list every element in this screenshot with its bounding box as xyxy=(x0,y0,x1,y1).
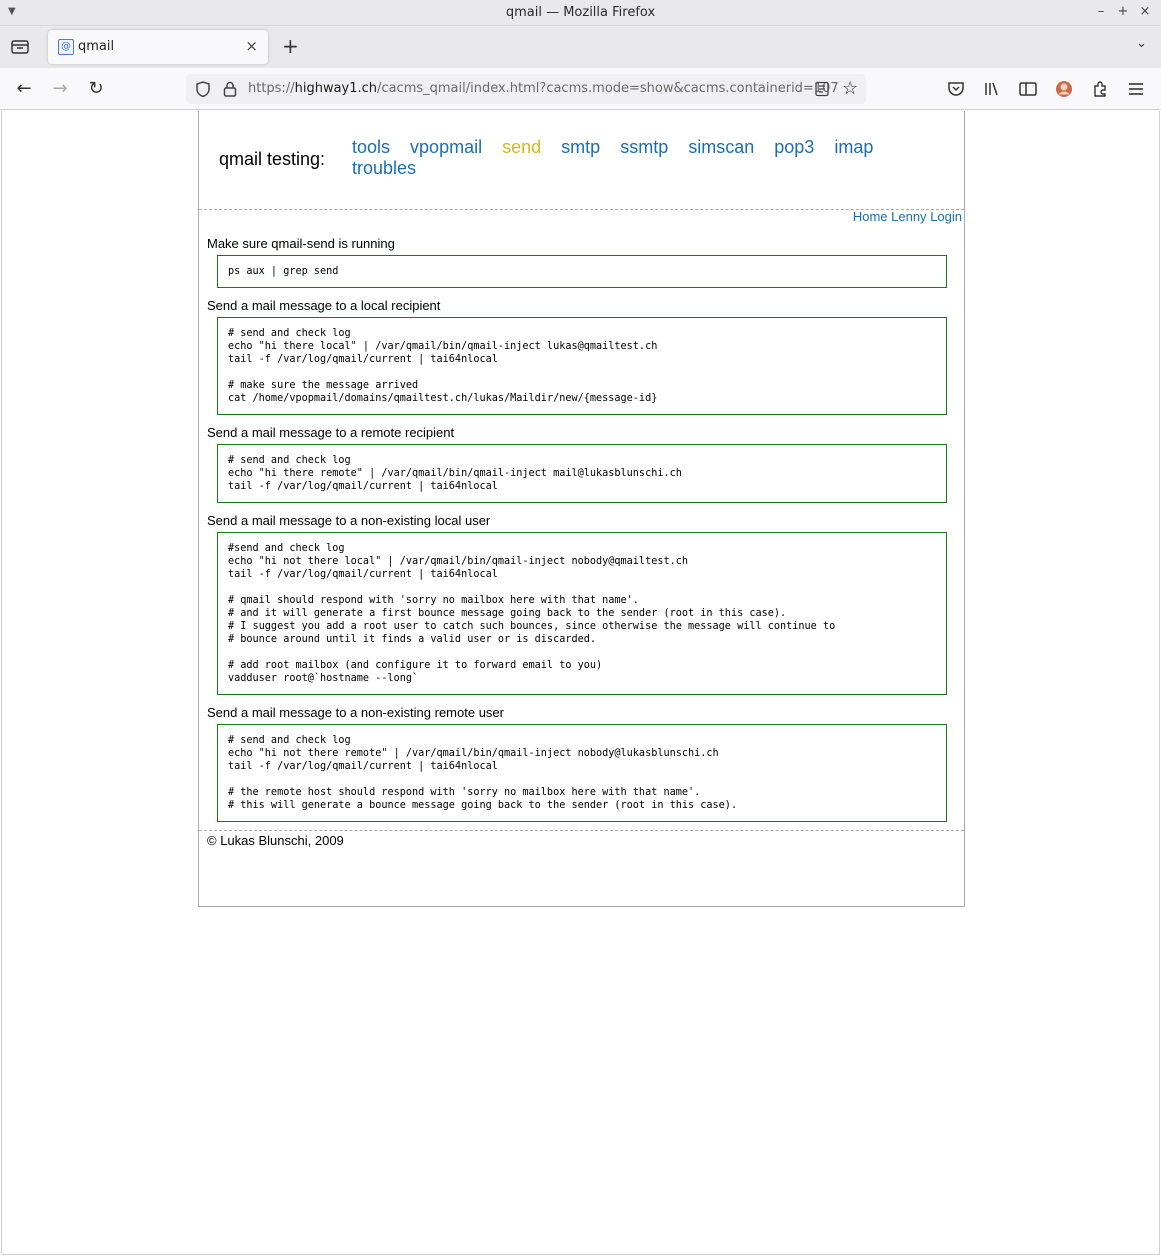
code-block: # send and check log echo "hi not there remote" | /var/qmail/bin/qmail-inject nobody@lukasblunschi.ch tail -f /var/log/qmail/current | tai64nlocal # the remote host should respond with 'sorry no mailbox here with that name'. # this will generate a bounce message going back to the sender (root in this case). xyxy=(217,724,947,822)
extensions-icon[interactable] xyxy=(1090,79,1110,99)
library-icon[interactable] xyxy=(982,79,1002,99)
tracking-protection-shield-icon[interactable] xyxy=(194,80,212,98)
code-block: ps aux | grep send xyxy=(217,255,947,288)
section-title: Send a mail message to a non-existing remote user xyxy=(207,705,504,720)
site-title: qmail testing: xyxy=(219,149,326,169)
nav-link-smtp[interactable]: smtp xyxy=(561,137,601,157)
home-link[interactable]: Home xyxy=(852,209,888,224)
new-tab-icon[interactable]: + xyxy=(282,34,299,58)
tab-bar xyxy=(0,26,1161,68)
footer: © Lukas Blunschi, 2009 xyxy=(207,833,344,848)
nav-link-pop3[interactable]: pop3 xyxy=(774,137,815,157)
section-title: Make sure qmail-send is running xyxy=(207,236,395,251)
bookmark-star-icon[interactable]: ☆ xyxy=(842,78,859,99)
back-icon[interactable]: ← xyxy=(16,78,32,99)
main-nav xyxy=(352,137,912,179)
nav-link-simscan[interactable]: simscan xyxy=(688,137,755,157)
close-tab-icon[interactable]: × xyxy=(245,37,258,55)
forward-icon[interactable]: → xyxy=(52,78,68,99)
user-bar xyxy=(199,210,964,236)
code-block: # send and check log echo "hi there local" | /var/qmail/bin/qmail-inject lukas@qmailtest.ch tail -f /var/log/qmail/current | tai64nlocal # make sure the message arrived cat /home/vpopmail/domains/qmailtest.ch/lukas/Maildir/new/{message-id} xyxy=(217,317,947,415)
site-header xyxy=(199,111,964,209)
account-avatar-icon[interactable] xyxy=(1054,79,1074,99)
nav-link-tools[interactable]: tools xyxy=(352,137,391,157)
close-window-icon[interactable]: × xyxy=(1139,4,1151,19)
nav-link-send[interactable]: send xyxy=(502,137,542,157)
app-menu-icon[interactable] xyxy=(1126,79,1146,99)
code-block: # send and check log echo "hi there remote" | /var/qmail/bin/qmail-inject mail@lukasblunschi.ch tail -f /var/log/qmail/current | tai64nlocal xyxy=(217,444,947,503)
sidebar-icon[interactable] xyxy=(1018,79,1038,99)
pocket-icon[interactable] xyxy=(946,79,966,99)
navigation-toolbar xyxy=(0,68,1161,110)
url-bar[interactable] xyxy=(186,74,866,104)
maximize-icon[interactable]: + xyxy=(1117,4,1129,19)
window-menu-icon[interactable]: ▼ xyxy=(8,6,16,17)
qmail-favicon-icon: @ xyxy=(58,39,74,55)
window-titlebar xyxy=(0,0,1161,26)
content xyxy=(199,236,964,822)
login-link[interactable]: Login xyxy=(930,209,962,224)
tab-qmail[interactable] xyxy=(48,30,268,64)
page-viewport xyxy=(1,111,1160,1255)
nav-link-imap[interactable]: imap xyxy=(834,137,874,157)
nav-link-vpopmail[interactable]: vpopmail xyxy=(410,137,483,157)
user-link[interactable]: Lenny xyxy=(891,209,927,224)
code-block: #send and check log echo "hi not there local" | /var/qmail/bin/qmail-inject nobody@qmailtest.ch tail -f /var/log/qmail/current | tai64nlocal # qmail should respond with 'sorry no mailbox here with that name'. # and it will generate a first bounce message going back to the sender (root in this case). # I suggest you add a root user to catch such bounces, since otherwise the message will continue to # bounce around until it finds a valid user or is discarded. # add root mailbox (and configure it to forward email to you) vadduser root@`hostname --long` xyxy=(217,532,947,695)
lock-icon[interactable] xyxy=(222,80,238,98)
url-text[interactable]: https://highway1.ch/cacms_qmail/index.html?cacms.mode=show&cacms.containerid=107 xyxy=(248,81,839,96)
page-container xyxy=(198,111,965,907)
tab-title: qmail xyxy=(78,39,115,54)
reload-icon[interactable]: ↻ xyxy=(88,78,104,99)
section-title: Send a mail message to a non-existing local user xyxy=(207,513,491,528)
minimize-icon[interactable]: – xyxy=(1097,4,1105,19)
window-title: qmail — Mozilla Firefox xyxy=(505,5,656,20)
list-all-tabs-icon[interactable]: ⌄ xyxy=(1136,36,1147,51)
section-title: Send a mail message to a remote recipient xyxy=(207,425,455,440)
section-title: Send a mail message to a local recipient xyxy=(207,298,441,313)
nav-link-ssmtp[interactable]: ssmtp xyxy=(620,137,669,157)
reader-view-icon[interactable] xyxy=(814,81,830,97)
nav-link-troubles[interactable]: troubles xyxy=(352,158,417,178)
firefox-view-icon[interactable] xyxy=(10,38,30,56)
